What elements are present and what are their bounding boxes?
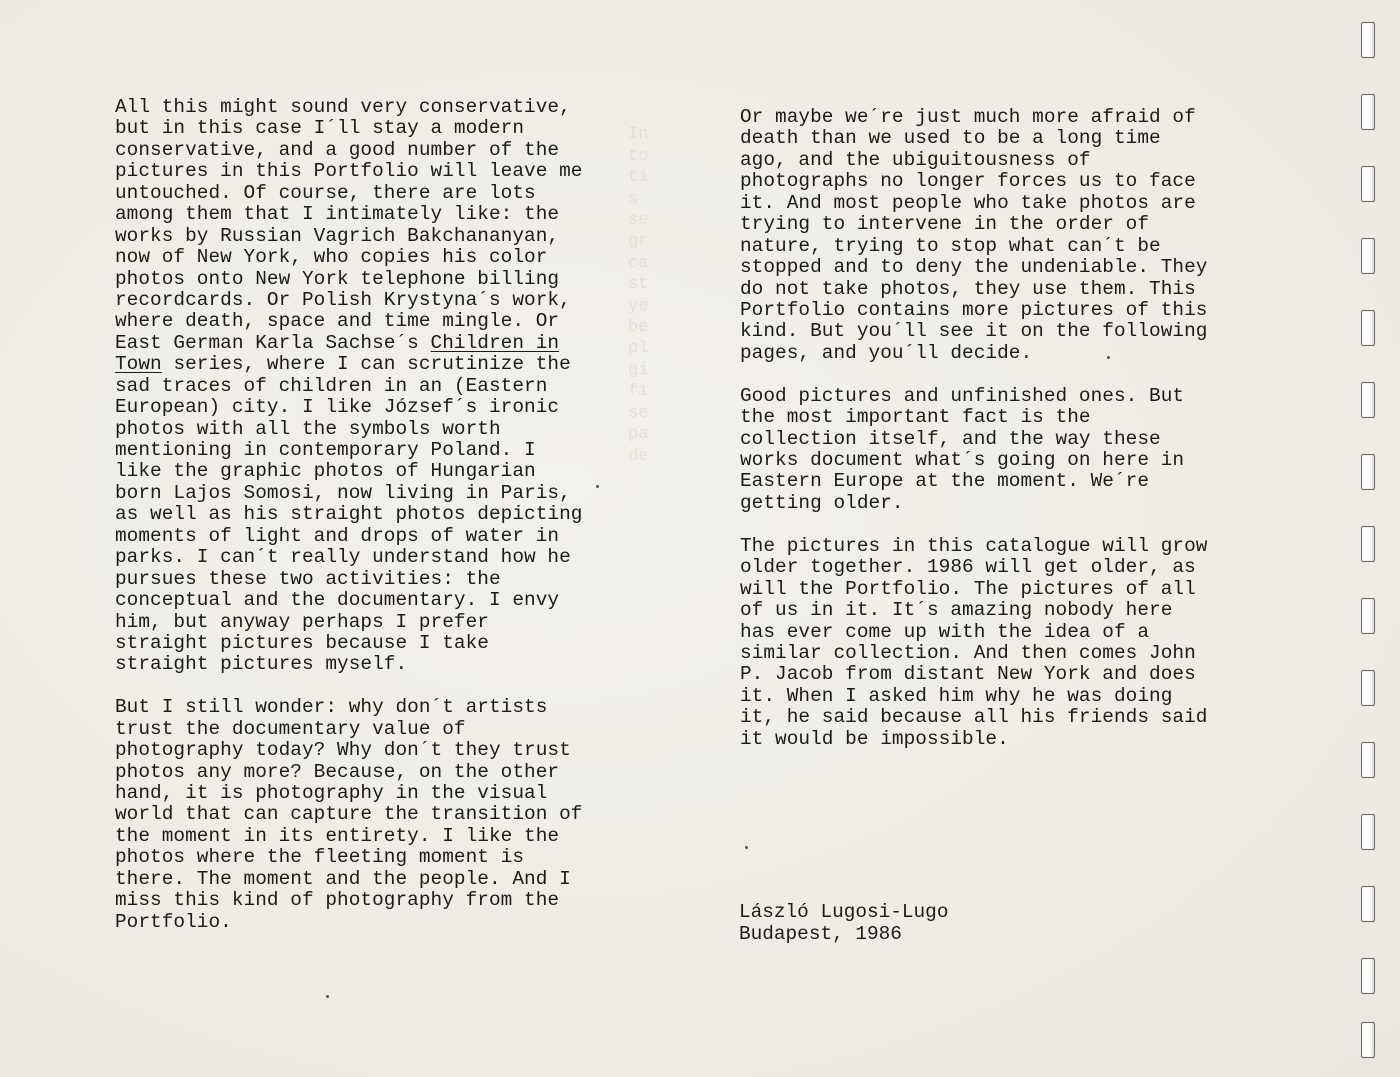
text-line: but in this case I´ll stay a modern	[115, 117, 525, 140]
series-title-underlined: Town	[115, 353, 162, 376]
text-line: collection itself, and the way these	[740, 427, 1161, 450]
paper-speck	[1107, 356, 1110, 359]
place-date: Budapest, 1986	[739, 922, 902, 945]
text-line: works by Russian Vagrich Bakchananyan,	[115, 224, 560, 247]
text-line: recordcards. Or Polish Krystyna´s work,	[115, 288, 571, 311]
series-title-underlined: Children in	[430, 331, 560, 354]
text-line: Or maybe we´re just much more afraid of	[740, 106, 1196, 128]
text-line: Eastern Europe at the moment. We´re	[740, 470, 1150, 493]
text-line: where death, space and time mingle. Or	[115, 310, 560, 333]
text-line: the moment in its entirety. I like the	[115, 824, 560, 847]
text-line: moments of light and drops of water in	[115, 524, 560, 547]
text-line: photos any more? Because, on the other	[115, 760, 560, 783]
text-line: miss this kind of photography from the	[115, 889, 560, 912]
text-line: photographs no longer forces us to face	[740, 170, 1196, 193]
text-line: pictures in this Portfolio will leave me	[115, 160, 583, 183]
text-line: All this might sound very conservative,	[115, 96, 571, 118]
binding-hole	[1361, 526, 1375, 562]
text-line: Portfolio.	[115, 910, 232, 933]
binding-hole	[1361, 742, 1375, 778]
binding-hole	[1361, 886, 1375, 922]
text-line: untouched. Of course, there are lots	[115, 181, 536, 204]
text-line: photos where the fleeting moment is	[115, 846, 525, 869]
text-line: P. Jacob from distant New York and does	[740, 663, 1196, 686]
text-line: among them that I intimately like: the	[115, 203, 560, 226]
text-line: Portfolio contains more pictures of this	[740, 298, 1208, 321]
binding-hole	[1361, 454, 1375, 490]
text-line: pursues these two activities: the	[115, 567, 501, 590]
text-line: death than we used to be a long time	[740, 127, 1161, 150]
text-line: will the Portfolio. The pictures of all	[740, 577, 1196, 600]
text-line: works document what´s going on here in	[740, 449, 1185, 471]
paper-speck	[326, 995, 329, 998]
binding-hole	[1361, 94, 1375, 130]
paper-speck	[596, 485, 599, 488]
text-line: nature, trying to stop what can´t be	[740, 234, 1161, 257]
text-line: of us in it. It´s amazing nobody here	[740, 599, 1173, 622]
text-line: sad traces of children in an (Eastern	[115, 374, 548, 397]
text-line: parks. I can´t really understand how he	[115, 546, 571, 569]
binding-hole	[1361, 1022, 1375, 1058]
text-line: photography today? Why don´t they trust	[115, 739, 571, 762]
text-line: Good pictures and unfinished ones. But	[740, 384, 1185, 407]
text-line: it. When I asked him why he was doing	[740, 684, 1173, 707]
text-line: series, where I can scrutinize the	[173, 353, 571, 376]
text-line: mentioning in contemporary Poland. I	[115, 439, 536, 461]
text-line: straight pictures because I take	[115, 631, 489, 654]
paragraph-gap	[740, 514, 1207, 535]
text-line: stopped and to deny the undeniable. They	[740, 256, 1208, 279]
text-line: older together. 1986 will get older, as	[740, 556, 1196, 579]
text-line: trying to intervene in the order of	[740, 213, 1150, 236]
author-signature	[739, 902, 948, 945]
text-line: trust the documentary value of	[115, 717, 466, 740]
text-line: has ever come up with the idea of a	[740, 620, 1150, 643]
paragraph-gap	[740, 364, 1207, 385]
binding-hole	[1361, 598, 1375, 634]
binding-hole	[1361, 958, 1375, 994]
text-line: do not take photos, they use them. This	[740, 277, 1196, 300]
text-line: it would be impossible.	[740, 727, 1009, 750]
binding-hole	[1361, 22, 1375, 58]
right-text-column	[740, 107, 1207, 750]
paragraph-gap	[115, 676, 582, 697]
text-line: similar collection. And then comes John	[740, 641, 1196, 664]
text-line: The pictures in this catalogue will grow	[740, 534, 1208, 557]
binding-hole	[1361, 382, 1375, 418]
text-line: it, he said because all his friends said	[740, 706, 1208, 729]
binding-holes	[1358, 22, 1380, 1062]
text-line-with-title	[115, 354, 582, 375]
text-line: But I still wonder: why don´t artists	[115, 696, 548, 719]
text-line: like the graphic photos of Hungarian	[115, 460, 536, 483]
binding-hole	[1361, 670, 1375, 706]
text-line: photos onto New York telephone billing	[115, 267, 560, 290]
text-line: the most important fact is the	[740, 406, 1091, 429]
text-line: getting older.	[740, 491, 904, 514]
text-line: ago, and the ubiguitousness of	[740, 148, 1091, 171]
text-line: straight pictures myself.	[115, 653, 408, 676]
text-line: pages, and you´ll decide.	[740, 341, 1033, 364]
binding-hole	[1361, 166, 1375, 202]
text-line: photos with all the symbols worth	[115, 417, 501, 440]
binding-hole	[1361, 814, 1375, 850]
text-line: as well as his straight photos depicting	[115, 503, 583, 526]
text-line: East German Karla Sachse´s	[115, 331, 419, 354]
text-line: world that can capture the transition of	[115, 803, 583, 826]
text-line: him, but anyway perhaps I prefer	[115, 610, 489, 633]
text-line: conservative, and a good number of the	[115, 138, 560, 161]
text-line-with-title	[115, 333, 582, 354]
author-name: László Lugosi-Lugo	[739, 901, 949, 923]
text-line: now of New York, who copies his color	[115, 246, 548, 269]
text-line: born Lajos Somosi, now living in Paris,	[115, 481, 571, 504]
text-line: it. And most people who take photos are	[740, 191, 1196, 214]
text-line: there. The moment and the people. And I	[115, 867, 571, 890]
left-text-column	[115, 97, 582, 933]
binding-hole	[1361, 238, 1375, 274]
text-line: kind. But you´ll see it on the following	[740, 320, 1208, 343]
text-line: conceptual and the documentary. I envy	[115, 589, 560, 612]
text-line: hand, it is photography in the visual	[115, 782, 548, 804]
binding-hole	[1361, 310, 1375, 346]
paper-speck	[745, 846, 748, 849]
text-line: European) city. I like József´s ironic	[115, 396, 560, 419]
show-through-left: In to ti s se gr ca st ye be pl gi fi se pa de	[628, 125, 649, 466]
